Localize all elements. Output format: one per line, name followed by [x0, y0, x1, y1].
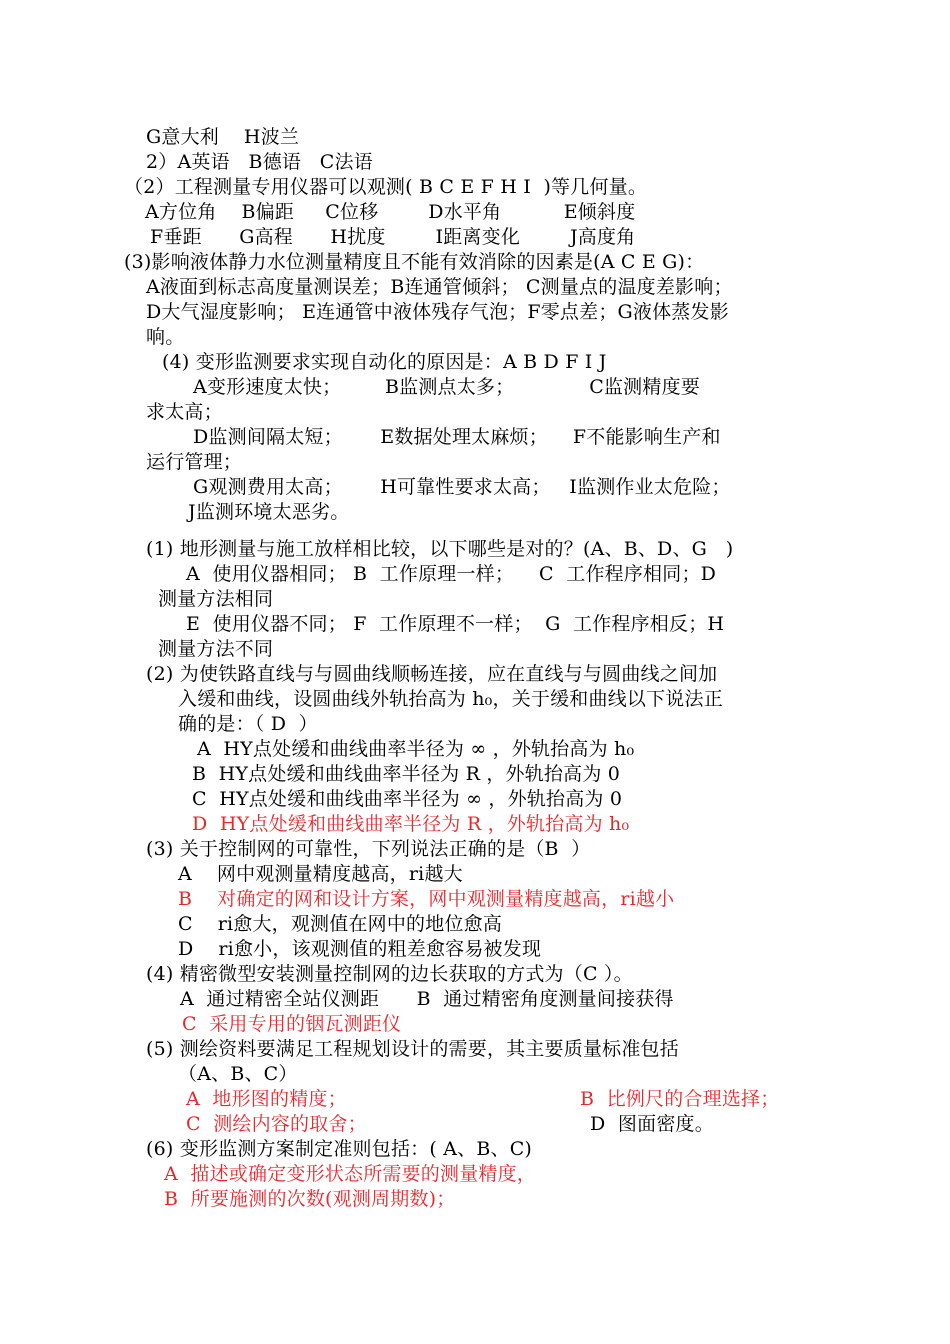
text-line: D 图面密度。 [590, 1113, 714, 1135]
text-line: C HY点处缓和曲线曲率半径为 ∞ ，外轨抬高为 0 [192, 788, 623, 810]
text-line: 确的是：（ D ） [178, 713, 318, 735]
text-line: (6) 变形监测方案制定准则包括：( A、B、C) [146, 1138, 533, 1160]
text-line: 响。 [146, 326, 185, 348]
text-line: D监测间隔太短； E数据处理太麻烦； F不能影响生产和 [193, 426, 721, 448]
text-line: 入缓和曲线，设圆曲线外轨抬高为 h₀，关于缓和曲线以下说法正 [178, 688, 723, 710]
text-line: A HY点处缓和曲线曲率半径为 ∞ ，外轨抬高为 h₀ [197, 738, 635, 760]
text-line: (3) 关于控制网的可靠性，下列说法正确的是（B ） [146, 838, 591, 860]
text-line-answer: A 地形图的精度； [186, 1088, 347, 1110]
text-line: (5) 测绘资料要满足工程规划设计的需要，其主要质量标准包括 [146, 1038, 679, 1060]
text-line: (4) 变形监测要求实现自动化的原因是：A B D F I J [162, 351, 607, 373]
text-line: J监测环境太恶劣。 [188, 501, 350, 523]
text-line: F垂距 G高程 H扰度 I距离变化 J高度角 [150, 226, 636, 248]
text-line-answer: A 描述或确定变形状态所需要的测量精度， [164, 1163, 537, 1185]
text-line-answer: B 对确定的网和设计方案，网中观测量精度越高，ri越小 [178, 888, 675, 910]
text-line: D大气湿度影响； E连通管中液体残存气泡；F零点差；G液体蒸发影 [146, 301, 729, 323]
text-line: (1) 地形测量与施工放样相比较，以下哪些是对的？(A、B、D、G ) [146, 538, 734, 560]
text-line: A 使用仪器相同； B 工作原理一样； C 工作程序相同；D [186, 563, 717, 585]
text-line: 测量方法相同 [158, 588, 274, 610]
text-line-answer: C 测绘内容的取舍； [186, 1113, 367, 1135]
text-line: E 使用仪器不同； F 工作原理不一样； G 工作程序相反；H [186, 613, 725, 635]
text-line: A方位角 B偏距 C位移 D水平角 E倾斜度 [145, 201, 636, 223]
text-line: G观测费用太高； H可靠性要求太高； I监测作业太危险； [193, 476, 731, 498]
text-line: B HY点处缓和曲线曲率半径为 R ，外轨抬高为 0 [192, 763, 621, 785]
text-line: 求太高； [146, 401, 223, 423]
text-line-answer: C 采用专用的铟瓦测距仪 [182, 1013, 402, 1035]
text-line: 运行管理； [146, 451, 243, 473]
text-line: C ri愈大，观测值在网中的地位愈高 [178, 913, 503, 935]
text-line: 测量方法不同 [158, 638, 274, 660]
text-line: (4) 精密微型安装测量控制网的边长获取的方式为（C ）。 [146, 963, 633, 985]
text-line-answer: D HY点处缓和曲线曲率半径为 R ，外轨抬高为 h₀ [192, 813, 630, 835]
text-line: A变形速度太快； B监测点太多； C监测精度要 [193, 376, 700, 398]
text-line: (2) 为使铁路直线与与圆曲线顺畅连接，应在直线与与圆曲线之间加 [146, 663, 718, 685]
text-line: （A、B、C） [178, 1063, 298, 1085]
text-line: 2）A英语 B德语 C法语 [146, 151, 373, 173]
text-line-answer: B 比例尺的合理选择； [580, 1088, 780, 1110]
text-line: （2）工程测量专用仪器可以观测( B C E F H I )等几何量。 [124, 176, 648, 198]
text-line: (3)影响液体静力水位测量精度且不能有效消除的因素是(A C E G)： [124, 251, 705, 273]
text-line: A 网中观测量精度越高，ri越大 [178, 863, 463, 885]
text-line: G意大利 H波兰 [146, 126, 300, 148]
text-line: A液面到标志高度量测误差；B连通管倾斜； C测量点的温度差影响； [146, 276, 733, 298]
text-line: A 通过精密全站仪测距 B 通过精密角度测量间接获得 [180, 988, 674, 1010]
text-line-answer: B 所要施测的次数(观测周期数)； [164, 1188, 456, 1210]
text-line: D ri愈小，该观测值的粗差愈容易被发现 [178, 938, 542, 960]
